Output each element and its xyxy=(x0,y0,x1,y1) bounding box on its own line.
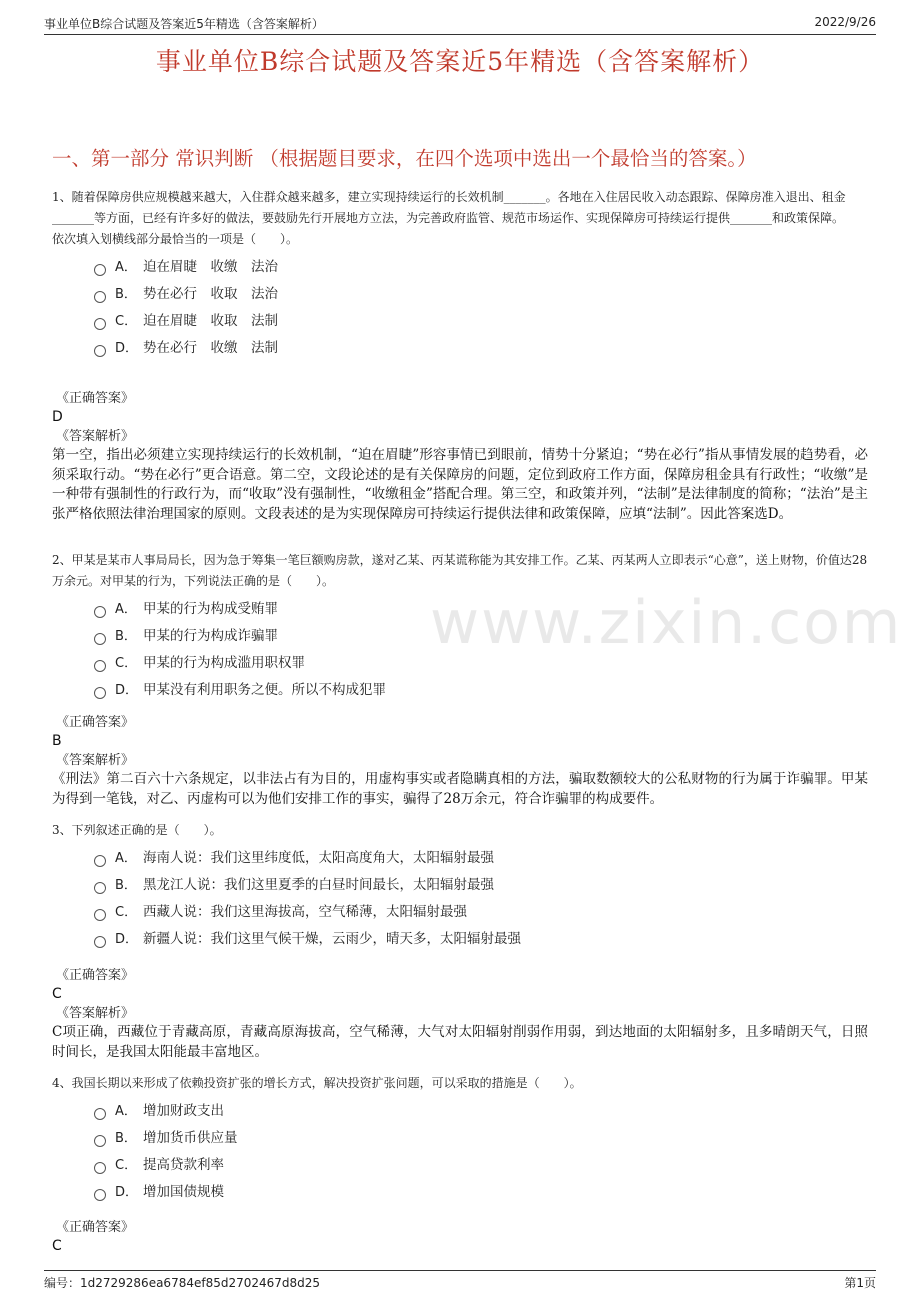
radio-icon[interactable] xyxy=(94,882,106,894)
radio-icon[interactable] xyxy=(94,936,106,948)
answer-block-2 xyxy=(52,713,868,809)
option-list xyxy=(94,845,868,953)
option-b[interactable] xyxy=(94,1125,868,1152)
option-list xyxy=(94,1098,868,1206)
radio-icon[interactable] xyxy=(94,1108,106,1120)
question-prompt: 依次填入划横线部分最恰当的一项是（ ）。 xyxy=(52,232,299,246)
question-text: 2、甲某是某市人事局局长，因为急于筹集一笔巨额购房款，遂对乙某、丙某谎称能为其安排工作。乙某、丙某两人立即表示“心意”，送上财物，价值达28万余元。对甲某的行为，下列说法正确的是（ ）。 xyxy=(52,553,868,588)
option-text: 提高贷款利率 xyxy=(143,1157,224,1173)
radio-icon[interactable] xyxy=(94,1189,106,1201)
section-title: 一、第一部分 常识判断 （根据题目要求，在四个选项中选出一个最恰当的答案。） xyxy=(52,147,757,170)
option-letter: B． xyxy=(115,629,137,644)
option-letter: A． xyxy=(115,851,137,866)
option-letter: D． xyxy=(115,341,139,356)
correct-answer-value: B xyxy=(52,733,62,749)
option-letter: C． xyxy=(115,905,138,920)
analysis-label: 《答案解析》 xyxy=(56,429,135,444)
question-text: 1、随着保障房供应规模越来越大，入住群众越来越多，建立实现持续运行的长效机制_______。各地在入住居民收入动态跟踪、保障房准入退出、租金_______等方面，已经有许多好的做法，要鼓励先行开展地方立法，为完善政府监管、规范市场运作、实现保障房可持续运行提供_______和政策保障。 xyxy=(52,190,846,225)
radio-icon[interactable] xyxy=(94,606,106,618)
option-c[interactable] xyxy=(94,308,868,335)
option-text: 甲某没有利用职务之便。所以不构成犯罪 xyxy=(143,682,386,698)
option-letter: A． xyxy=(115,1104,137,1119)
option-letter: C． xyxy=(115,656,138,671)
answer-block-1 xyxy=(52,389,868,524)
option-b[interactable] xyxy=(94,281,868,308)
radio-icon[interactable] xyxy=(94,687,106,699)
option-text: 甲某的行为构成诈骗罪 xyxy=(143,628,278,644)
option-text: 海南人说：我们这里纬度低，太阳高度角大，太阳辐射最强 xyxy=(143,850,494,866)
option-d[interactable] xyxy=(94,677,868,704)
option-letter: D． xyxy=(115,1185,139,1200)
option-text: 增加货币供应量 xyxy=(143,1130,238,1146)
option-d[interactable] xyxy=(94,335,868,362)
page-footer xyxy=(44,1270,876,1291)
option-c[interactable] xyxy=(94,650,868,677)
question-1 xyxy=(52,187,868,362)
correct-answer-label: 《正确答案》 xyxy=(56,1220,135,1235)
option-a[interactable] xyxy=(94,1098,868,1125)
option-letter: A． xyxy=(115,260,137,275)
option-a[interactable] xyxy=(94,845,868,872)
answer-block-4 xyxy=(52,1218,868,1256)
page-header xyxy=(44,12,876,35)
option-c[interactable] xyxy=(94,899,868,926)
correct-answer-label: 《正确答案》 xyxy=(56,968,135,983)
option-letter: A． xyxy=(115,602,137,617)
option-letter: B． xyxy=(115,287,137,302)
question-text: 3、下列叙述正确的是（ ）。 xyxy=(52,823,222,837)
option-text: 势在必行 收缴 法制 xyxy=(143,340,278,356)
option-d[interactable] xyxy=(94,1179,868,1206)
option-text: 新疆人说：我们这里气候干燥，云雨少，晴天多，太阳辐射最强 xyxy=(143,931,521,947)
option-text: 甲某的行为构成滥用职权罪 xyxy=(143,655,305,671)
correct-answer-value: C xyxy=(52,1238,62,1254)
correct-answer-value: D xyxy=(52,409,63,425)
question-4 xyxy=(52,1073,868,1206)
option-letter: D． xyxy=(115,932,139,947)
option-text: 甲某的行为构成受贿罪 xyxy=(143,601,278,617)
option-text: 增加财政支出 xyxy=(143,1103,224,1119)
question-2 xyxy=(52,550,868,704)
analysis-text: 第一空，指出必须建立实现持续运行的长效机制，“迫在眉睫”形容事情已到眼前，情势十分紧迫；“势在必行”指从事情发展的趋势看，必须采取行动。“势在必行”更合语意。第二空，文段论述的是有关保障房的问题，定位到政府工作方面，保障房租金具有行政性；“收缴”是一种带有强制性的行政行为，而“收取”没有强制性，“收缴租金”搭配合理。第三空，和政策并列，“法制”是法律制度的简称；“法治”是主张严格依照法律治理国家的原则。文段表述的是为实现保障房可持续运行提供法律和政策保障，应填“法制”。因此答案选D。 xyxy=(52,447,868,522)
option-list xyxy=(94,254,868,362)
option-a[interactable] xyxy=(94,596,868,623)
option-letter: C． xyxy=(115,1158,138,1173)
header-date: 2022/9/26 xyxy=(814,15,876,29)
option-text: 黑龙江人说：我们这里夏季的白昼时间最长，太阳辐射最强 xyxy=(143,877,494,893)
radio-icon[interactable] xyxy=(94,855,106,867)
radio-icon[interactable] xyxy=(94,660,106,672)
analysis-label: 《答案解析》 xyxy=(56,753,135,768)
radio-icon[interactable] xyxy=(94,291,106,303)
header-doc-title: 事业单位B综合试题及答案近5年精选（含答案解析） xyxy=(44,17,324,31)
option-b[interactable] xyxy=(94,623,868,650)
watermark: www.zixin.com xyxy=(430,588,903,658)
option-text: 势在必行 收取 法治 xyxy=(143,286,278,302)
correct-answer-value: C xyxy=(52,986,62,1002)
radio-icon[interactable] xyxy=(94,1135,106,1147)
option-letter: B． xyxy=(115,1131,137,1146)
correct-answer-label: 《正确答案》 xyxy=(56,715,135,730)
analysis-text: 《刑法》第二百六十六条规定，以非法占有为目的，用虚构事实或者隐瞒真相的方法，骗取数额较大的公私财物的行为属于诈骗罪。甲某为得到一笔钱，对乙、丙虚构可以为他们安排工作的事实，骗得了28万余元，符合诈骗罪的构成要件。 xyxy=(52,771,868,807)
option-text: 增加国债规模 xyxy=(143,1184,224,1200)
option-text: 迫在眉睫 收缴 法治 xyxy=(143,259,278,275)
answer-block-3 xyxy=(52,966,868,1062)
option-c[interactable] xyxy=(94,1152,868,1179)
page-number: 第1页 xyxy=(844,1276,876,1290)
radio-icon[interactable] xyxy=(94,318,106,330)
option-letter: C． xyxy=(115,314,138,329)
option-text: 西藏人说：我们这里海拔高，空气稀薄，太阳辐射最强 xyxy=(143,904,467,920)
option-b[interactable] xyxy=(94,872,868,899)
question-3 xyxy=(52,820,868,953)
option-list xyxy=(94,596,868,704)
document-id: 编号：1d2729286ea6784ef85d2702467d8d25 xyxy=(44,1276,321,1290)
radio-icon[interactable] xyxy=(94,264,106,276)
option-a[interactable] xyxy=(94,254,868,281)
radio-icon[interactable] xyxy=(94,909,106,921)
radio-icon[interactable] xyxy=(94,633,106,645)
analysis-label: 《答案解析》 xyxy=(56,1006,135,1021)
document-title: 事业单位B综合试题及答案近5年精选（含答案解析） xyxy=(155,47,765,76)
analysis-text: C项正确，西藏位于青藏高原，青藏高原海拔高，空气稀薄，大气对太阳辐射削弱作用弱，到达地面的太阳辐射多，且多晴朗天气，日照时间长，是我国太阳能最丰富地区。 xyxy=(52,1024,868,1060)
option-letter: D． xyxy=(115,683,139,698)
option-letter: B． xyxy=(115,878,137,893)
correct-answer-label: 《正确答案》 xyxy=(56,391,135,406)
radio-icon[interactable] xyxy=(94,345,106,357)
radio-icon[interactable] xyxy=(94,1162,106,1174)
question-text: 4、我国长期以来形成了依赖投资扩张的增长方式，解决投资扩张问题，可以采取的措施是（ ）。 xyxy=(52,1076,582,1090)
option-d[interactable] xyxy=(94,926,868,953)
option-text: 迫在眉睫 收取 法制 xyxy=(143,313,278,329)
